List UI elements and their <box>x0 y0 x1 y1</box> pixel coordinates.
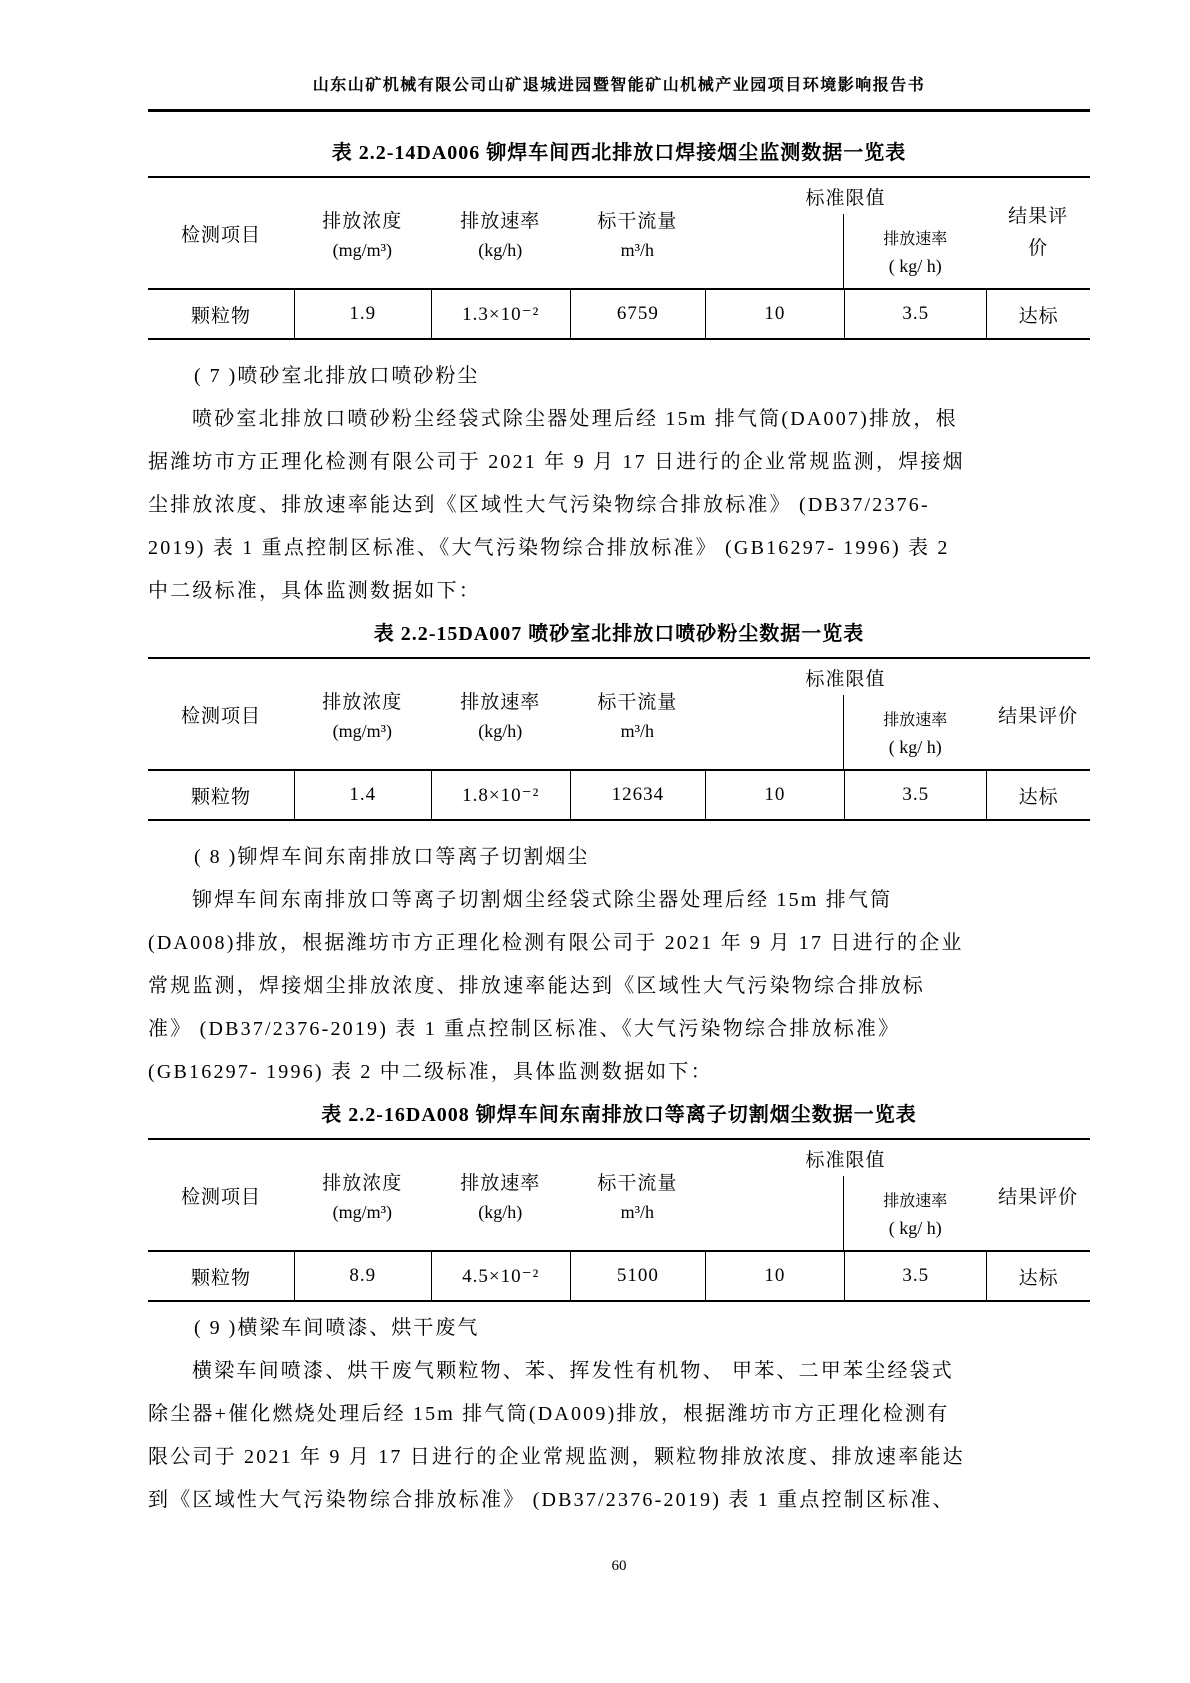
table-2 <box>148 657 1090 821</box>
column-header-rate: 排放速率 (kg/h) <box>460 691 541 741</box>
column-header-rate: 排放速率 (kg/h) <box>460 210 541 260</box>
table-row <box>148 771 1090 819</box>
section-9-heading: ( 9 )横梁车间喷漆、烘干废气 <box>194 1317 480 1339</box>
cell-limit-concentration: 10 <box>705 1252 844 1300</box>
column-header-concentration: 排放浓度 (mg/m³) <box>322 210 403 260</box>
paragraph-line: 准》 (DB37/2376-2019) 表 1 重点控制区标准、《大气污染物综合排放标准》 <box>148 1018 901 1040</box>
section-7-paragraph <box>148 398 1090 613</box>
column-header-item: 检测项目 <box>180 1186 261 1208</box>
table-3-title: 表 2.2-16DA008 铆焊车间东南排放口等离子切割烟尘数据一览表 <box>321 1104 917 1126</box>
cell-item: 颗粒物 <box>190 786 251 808</box>
column-header-concentration: 排放浓度 (mg/m³) <box>322 691 403 741</box>
cell-result: 达标 <box>986 1252 1090 1300</box>
paragraph-line: 铆焊车间东南排放口等离子切割烟尘经袋式除尘器处理后经 15m 排气筒 <box>192 889 893 911</box>
table-1-header-row <box>148 178 1090 290</box>
table-row <box>148 290 1090 338</box>
page-number: 60 <box>611 1558 627 1574</box>
limit-concentration-subcolumn <box>705 1176 844 1250</box>
table-3-header-row <box>148 1140 1090 1252</box>
column-header-rate: 排放速率 (kg/h) <box>460 1172 541 1222</box>
paragraph-line: 横梁车间喷漆、烘干废气颗粒物、苯、挥发性有机物、 甲苯、二甲苯尘经袋式 <box>192 1360 954 1382</box>
table-row <box>148 1252 1090 1300</box>
document-header: 山东山矿机械有限公司山矿退城进园暨智能矿山机械产业园项目环境影响报告书 <box>312 77 926 94</box>
cell-limit-rate: 3.5 <box>844 290 986 338</box>
table-2-title: 表 2.2-15DA007 喷砂室北排放口喷砂粉尘数据一览表 <box>373 623 865 645</box>
limit-rate-subcolumn: 排放速率 ( kg/ h) <box>883 711 948 757</box>
paragraph-line: 中二级标准，具体监测数据如下： <box>148 580 481 602</box>
cell-flow: 12634 <box>570 771 705 819</box>
section-8-paragraph <box>148 879 1090 1094</box>
column-header-flow: 标干流量 m³/h <box>597 210 678 260</box>
column-header-limit-group: 标准限值 排放速率 ( kg/ h) <box>705 178 987 288</box>
cell-limit-concentration: 10 <box>705 290 844 338</box>
cell-limit-concentration: 10 <box>705 771 844 819</box>
limit-rate-subcolumn: 排放速率 ( kg/ h) <box>883 1192 948 1238</box>
limit-concentration-subcolumn <box>705 214 844 288</box>
column-header-flow: 标干流量 m³/h <box>597 691 678 741</box>
column-header-result: 结果评价 <box>998 1186 1079 1208</box>
limit-concentration-subcolumn <box>705 695 844 769</box>
paragraph-line: 限公司于 2021 年 9 月 17 日进行的企业常规监测，颗粒物排放浓度、排放速率能达 <box>148 1446 965 1468</box>
cell-rate: 1.8×10⁻² <box>431 771 570 819</box>
table-1 <box>148 176 1090 340</box>
column-header-concentration: 排放浓度 (mg/m³) <box>322 1172 403 1222</box>
cell-concentration: 8.9 <box>294 1252 431 1300</box>
cell-rate: 4.5×10⁻² <box>431 1252 570 1300</box>
column-header-limit-group: 标准限值 排放速率 ( kg/ h) <box>705 1140 987 1250</box>
section-8-heading: ( 8 )铆焊车间东南排放口等离子切割烟尘 <box>194 846 590 868</box>
paragraph-line: 2019) 表 1 重点控制区标准、《大气污染物综合排放标准》 (GB16297- 1996) 表 2 <box>148 537 950 559</box>
cell-rate: 1.3×10⁻² <box>431 290 570 338</box>
header-rule <box>148 109 1090 112</box>
column-header-limit-group: 标准限值 排放速率 ( kg/ h) <box>705 659 987 769</box>
cell-item: 颗粒物 <box>190 1267 251 1289</box>
cell-result: 达标 <box>986 290 1090 338</box>
paragraph-line: (GB16297- 1996) 表 2 中二级标准，具体监测数据如下： <box>148 1061 713 1083</box>
paragraph-line: 常规监测，焊接烟尘排放浓度、排放速率能达到《区域性大气污染物综合排放标 <box>148 975 925 997</box>
column-header-item: 检测项目 <box>180 705 261 727</box>
paragraph-line: 据潍坊市方正理化检测有限公司于 2021 年 9 月 17 日进行的企业常规监测，焊接烟 <box>148 451 965 473</box>
paragraph-line: 尘排放浓度、排放速率能达到《区域性大气污染物综合排放标准》 (DB37/2376- <box>148 494 930 516</box>
paragraph-line: 喷砂室北排放口喷砂粉尘经袋式除尘器处理后经 15m 排气筒(DA007)排放，根 <box>192 408 958 430</box>
cell-result: 达标 <box>986 771 1090 819</box>
paragraph-line: 到《区域性大气污染物综合排放标准》 (DB37/2376-2019) 表 1 重点控制区标准、 <box>148 1489 955 1511</box>
section-7-heading: ( 7 )喷砂室北排放口喷砂粉尘 <box>194 365 480 387</box>
cell-item: 颗粒物 <box>190 305 251 327</box>
cell-flow: 5100 <box>570 1252 705 1300</box>
paragraph-line: (DA008)排放，根据潍坊市方正理化检测有限公司于 2021 年 9 月 17 日进行的企业 <box>148 932 964 954</box>
column-header-flow: 标干流量 m³/h <box>597 1172 678 1222</box>
table-1-title: 表 2.2-14DA006 铆焊车间西北排放口焊接烟尘监测数据一览表 <box>331 142 907 164</box>
cell-flow: 6759 <box>570 290 705 338</box>
column-header-result: 结果评价 <box>998 705 1079 727</box>
column-header-result: 结果评价 <box>1008 205 1069 259</box>
section-9-paragraph <box>148 1350 1090 1522</box>
cell-concentration: 1.9 <box>294 290 431 338</box>
table-3 <box>148 1138 1090 1302</box>
paragraph-line: 除尘器+催化燃烧处理后经 15m 排气筒(DA009)排放，根据潍坊市方正理化检测有 <box>148 1403 950 1425</box>
column-header-item: 检测项目 <box>180 224 261 246</box>
cell-limit-rate: 3.5 <box>844 1252 986 1300</box>
table-2-header-row <box>148 659 1090 771</box>
cell-limit-rate: 3.5 <box>844 771 986 819</box>
limit-rate-subcolumn: 排放速率 ( kg/ h) <box>883 230 948 276</box>
cell-concentration: 1.4 <box>294 771 431 819</box>
